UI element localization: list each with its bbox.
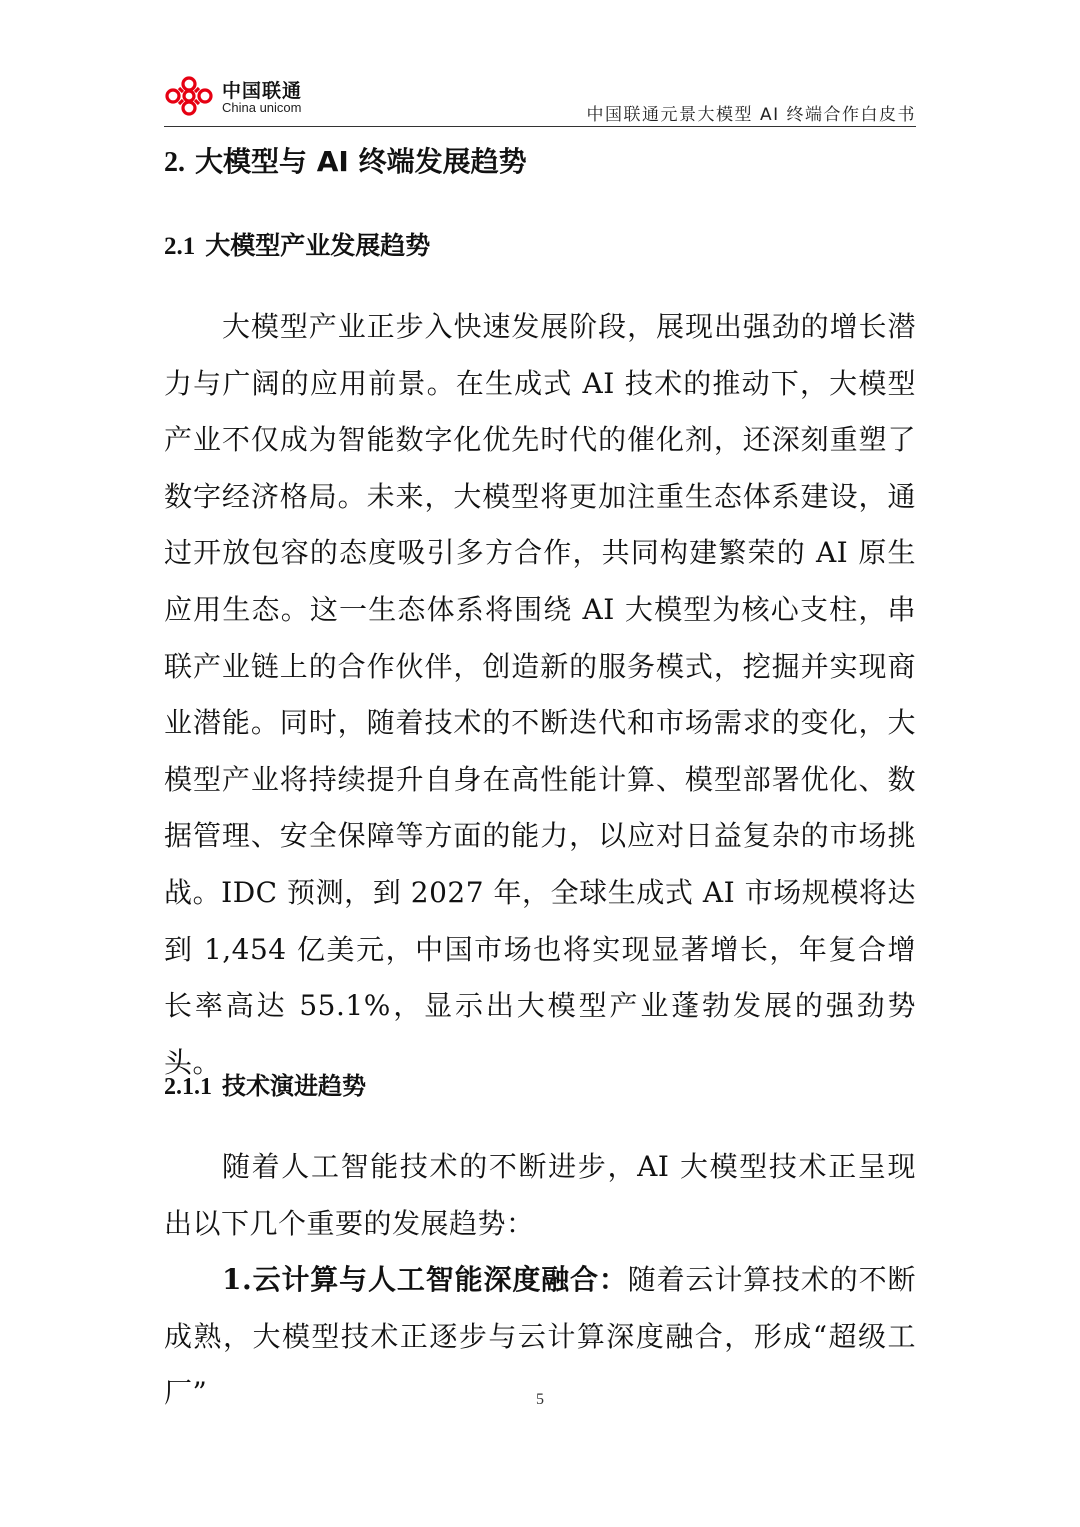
- subsection-title: 大模型产业发展趋势: [205, 231, 431, 260]
- section-title: 大模型与 AI 终端发展趋势: [195, 145, 527, 178]
- body-paragraph: 大模型产业正步入快速发展阶段，展现出强劲的增长潜力与广阔的应用前景。在生成式 AI 技术的推动下，大模型产业不仅成为智能数字化优先时代的催化剂，还深刻重塑了数字经济格局。未来，大模型将更加注重生态体系建设，通过开放包容的态度吸引多方合作，共同构建繁荣的 AI 原生应用生态。这一生态体系将围绕 AI 大模型为核心支柱，串联产业链上的合作伙伴，创造新的服务模式，挖掘并实现商业潜能。同时，随着技术的不断迭代和市场需求的变化，大模型产业将持续提升自身在高性能计算、模型部署优化、数据管理、安全保障等方面的能力，以应对日益复杂的市场挑战。IDC 预测，到 2027 年，全球生成式 AI 市场规模将达到 1,454 亿美元，中国市场也将实现显著增长，年复合增长率高达 55.1%，显示出大模型产业蓬勃发展的强劲势头。: [164, 310, 916, 1079]
- china-unicom-knot-icon: [160, 74, 218, 118]
- subsection-number: 2.1: [164, 233, 196, 260]
- document-title: 中国联通元景大模型 AI 终端合作白皮书: [586, 105, 916, 125]
- subsubsection-number: 2.1.1: [164, 1074, 212, 1100]
- logo-chinese-text: 中国联通: [222, 80, 303, 102]
- header-divider: [164, 126, 916, 127]
- page-number: 5: [536, 1391, 544, 1408]
- subsubsection-title: 技术演进趋势: [222, 1072, 366, 1100]
- list-item-text: 随着云计算技术的不断成熟，大模型技术正逐步与云计算深度融合，形成“超级工厂”: [164, 1263, 916, 1410]
- intro-paragraph: 随着人工智能技术的不断进步，AI 大模型技术正呈现出以下几个重要的发展趋势：: [164, 1150, 916, 1240]
- header-logo: [160, 74, 310, 118]
- section-heading: [164, 140, 527, 185]
- logo-english-text: China unicom: [222, 100, 302, 115]
- subsection-heading: [164, 224, 430, 269]
- list-item-lead: 1.云计算与人工智能深度融合：: [222, 1263, 628, 1296]
- section-number: 2.: [164, 147, 185, 178]
- subsubsection-heading: [164, 1064, 366, 1109]
